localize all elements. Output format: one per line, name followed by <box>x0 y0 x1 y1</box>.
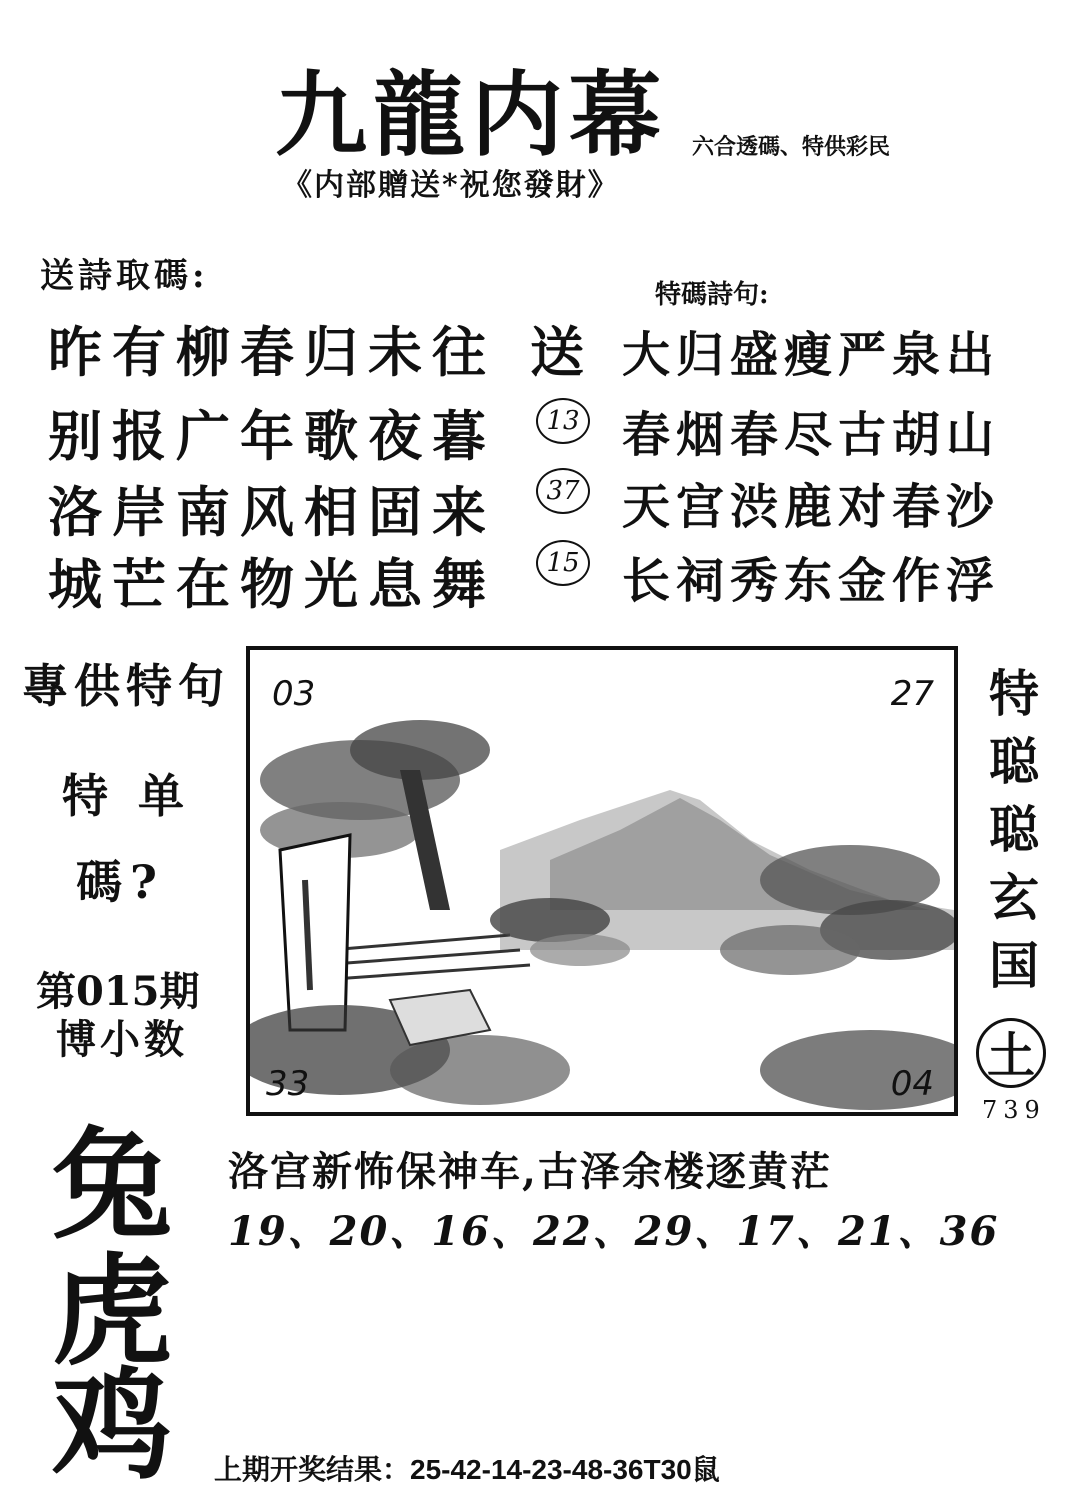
send-glyph: 送 <box>530 320 584 384</box>
poem-line: 城芒在物光息舞 <box>48 552 496 616</box>
subtitle: 《内部贈送*祝您發財》 <box>282 168 620 203</box>
corner-number: 33 <box>266 1064 310 1104</box>
special-line: 长祠秀东金作浮 <box>622 553 1001 609</box>
marker-circle: 37 <box>536 468 590 514</box>
zodiac-character: 兔 <box>52 1115 172 1256</box>
marker-circle: 15 <box>536 540 590 586</box>
code-question: 碼? <box>76 855 165 909</box>
bo-label: 博小数 <box>56 1016 188 1063</box>
tagline: 六合透碼、特供彩民 <box>692 134 891 160</box>
landscape-illustration <box>250 650 954 1112</box>
earth-circle: 土 <box>976 1018 1046 1088</box>
last-result: 上期开奖结果：25-42-14-23-48-36T30鼠 <box>214 1454 720 1485</box>
poem-line: 洛岸南风相固来 <box>48 480 496 544</box>
poem-heading: 送詩取碼: <box>40 256 209 296</box>
zodiac-character: 虎 <box>52 1241 172 1382</box>
riddle-text: 洛宫新怖保神车,古泽余楼逐黄茫 <box>228 1148 832 1195</box>
zodiac-character: 鸡 <box>52 1355 172 1496</box>
vertical-char: 聪 <box>989 732 1039 791</box>
landscape-picture <box>246 646 958 1116</box>
special-line: 天宫渋鹿对春沙 <box>622 479 1001 535</box>
poem-line: 昨有柳春归未往 <box>48 320 496 384</box>
single-label: 特单 <box>62 769 214 823</box>
corner-number: 03 <box>272 674 316 714</box>
riddle-numbers: 19、20、16、22、29、17、21、36 <box>228 1208 1000 1255</box>
issue-number: 第015期 <box>36 968 200 1015</box>
marker-circle: 13 <box>536 398 590 444</box>
vertical-char: 特 <box>989 664 1039 723</box>
special-heading: 特碼詩句: <box>655 280 769 310</box>
poem-line: 别报广年歌夜暮 <box>48 404 496 468</box>
side-code: 739 <box>982 1096 1046 1124</box>
special-line: 大归盛瘦严泉出 <box>622 327 1001 383</box>
special-phrase: 專供特句 <box>22 659 230 713</box>
vertical-char: 聪 <box>989 800 1039 859</box>
vertical-char: 国 <box>989 936 1039 995</box>
special-line: 春烟春尽古胡山 <box>622 407 1001 463</box>
corner-number: 27 <box>890 674 934 714</box>
vertical-char: 玄 <box>989 868 1039 927</box>
page-title: 九龍内幕 <box>275 61 668 169</box>
corner-number: 04 <box>890 1064 934 1104</box>
